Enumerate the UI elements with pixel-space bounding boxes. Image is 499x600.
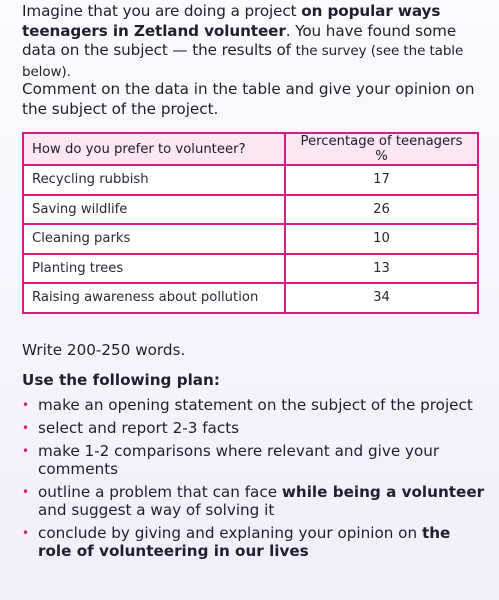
table-cell-percentage: 10	[285, 224, 478, 254]
plan-list	[22, 396, 487, 560]
plan-item	[22, 396, 487, 414]
table-cell-method: Planting trees	[23, 254, 285, 284]
table-cell-percentage: 26	[285, 195, 478, 225]
column-header-percentage: Percentage of teenagers %	[285, 133, 478, 165]
bullet-icon: •	[22, 485, 30, 499]
table-cell-percentage: 34	[285, 283, 478, 313]
table-cell-method: Raising awareness about pollution	[23, 283, 285, 313]
plan-item-emphasis: while being a volunteer	[281, 483, 485, 501]
survey-table	[22, 132, 479, 314]
plan-item-text: make an opening statement on the subject of the project	[38, 396, 473, 414]
plan-item	[22, 524, 487, 560]
table-header-row	[23, 133, 478, 165]
table-cell-method: Saving wildlife	[23, 195, 285, 225]
plan-item-text: select and report 2-3 facts	[38, 419, 240, 437]
column-header-method: How do you prefer to volunteer?	[23, 133, 285, 165]
plan-item-text: make 1-2 comparisons where relevant and give your comments	[38, 442, 440, 478]
intro-paragraph	[22, 2, 492, 82]
bullet-icon: •	[22, 526, 30, 540]
table-row	[23, 195, 478, 225]
intro-survey-ref: the survey (see the table below).	[22, 43, 464, 80]
intro-topic: on popular ways teenagers in Zetland volunteer	[22, 2, 441, 40]
table-cell-method: Recycling rubbish	[23, 165, 285, 195]
plan-heading: Use the following plan:	[22, 371, 220, 389]
word-count-instruction: Write 200-250 words.	[22, 341, 186, 359]
bullet-icon: •	[22, 398, 30, 412]
intro-text: Imagine that you are doing a project	[22, 2, 302, 20]
table-cell-method: Cleaning parks	[23, 224, 285, 254]
table-cell-percentage: 13	[285, 254, 478, 284]
plan-item-emphasis: the role of volunteering in our lives	[38, 524, 451, 560]
plan-item	[22, 442, 487, 478]
table-row	[23, 165, 478, 195]
plan-item	[22, 483, 487, 519]
plan-item-text: outline a problem that can face	[38, 483, 282, 501]
plan-item-text-cont: and suggest a way of solving it	[38, 501, 275, 519]
intro-text-cont: . You have found some data on the subject — the results of	[22, 21, 457, 59]
table-cell-percentage: 17	[285, 165, 478, 195]
task-instruction: Comment on the data in the table and give your opinion on the subject of the project.	[22, 80, 475, 118]
plan-item	[22, 419, 487, 437]
plan-item-text: conclude by giving and explaning your opinion on	[38, 524, 422, 542]
table-row	[23, 254, 478, 284]
bullet-icon: •	[22, 444, 30, 458]
table-row	[23, 283, 478, 313]
bullet-icon: •	[22, 421, 30, 435]
table-row	[23, 224, 478, 254]
